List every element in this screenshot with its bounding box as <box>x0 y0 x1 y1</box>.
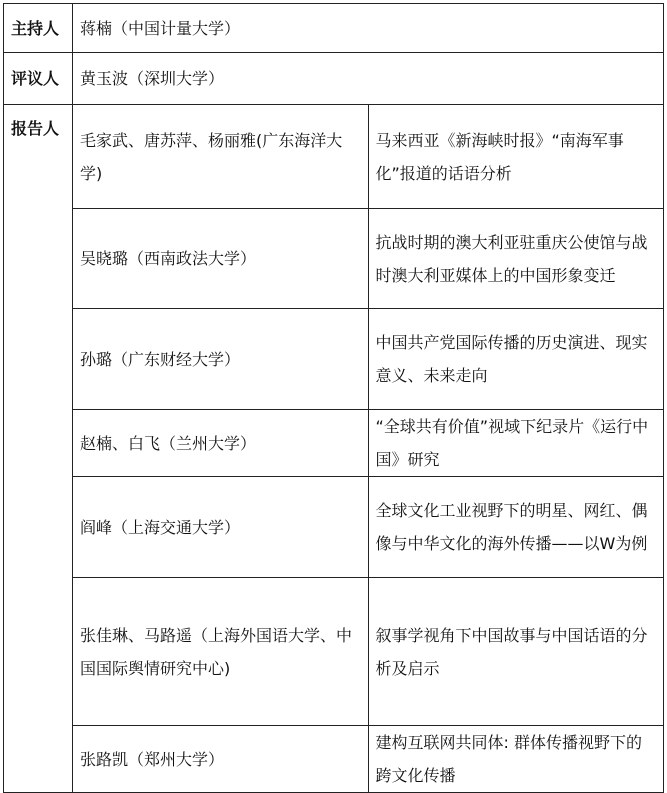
table-row <box>4 209 664 309</box>
report-topic: 建构互联网共同体: 群体传播视野下的跨文化传播 <box>368 726 664 793</box>
reporter-name: 毛家武、唐苏萍、杨丽雅(广东海洋大学) <box>73 105 369 209</box>
report-topic: 中国共产党国际传播的历史演进、现实意义、未来走向 <box>368 309 664 410</box>
moderator-value: 蒋楠（中国计量大学） <box>73 4 664 53</box>
commentator-row <box>4 53 664 105</box>
table-row <box>4 105 664 209</box>
report-topic: 全球文化工业视野下的明星、网红、偶像与中华文化的海外传播——以W为例 <box>368 477 664 578</box>
commentator-label: 评议人 <box>4 53 73 105</box>
session-table <box>3 3 664 793</box>
reporter-name: 赵楠、白飞（兰州大学） <box>73 410 369 477</box>
reporter-name: 阎峰（上海交通大学） <box>73 477 369 578</box>
reporter-name: 孙璐（广东财经大学） <box>73 309 369 410</box>
table-row <box>4 578 664 726</box>
commentator-value: 黄玉波（深圳大学） <box>73 53 664 105</box>
moderator-label: 主持人 <box>4 4 73 53</box>
table-row <box>4 410 664 477</box>
table-row <box>4 726 664 793</box>
table-row <box>4 309 664 410</box>
report-topic: “全球共有价值”视域下纪录片《运行中国》研究 <box>368 410 664 477</box>
reporter-name: 吴晓璐（西南政法大学） <box>73 209 369 309</box>
report-topic: 抗战时期的澳大利亚驻重庆公使馆与战时澳大利亚媒体上的中国形象变迁 <box>368 209 664 309</box>
reporters-label: 报告人 <box>4 105 73 793</box>
reporter-name: 张路凯（郑州大学） <box>73 726 369 793</box>
table-row <box>4 477 664 578</box>
report-topic: 马来西亚《新海峡时报》“南海军事化”报道的话语分析 <box>368 105 664 209</box>
reporter-name: 张佳琳、马路遥（上海外国语大学、中国国际舆情研究中心) <box>73 578 369 726</box>
moderator-row <box>4 4 664 53</box>
report-topic: 叙事学视角下中国故事与中国话语的分析及启示 <box>368 578 664 726</box>
